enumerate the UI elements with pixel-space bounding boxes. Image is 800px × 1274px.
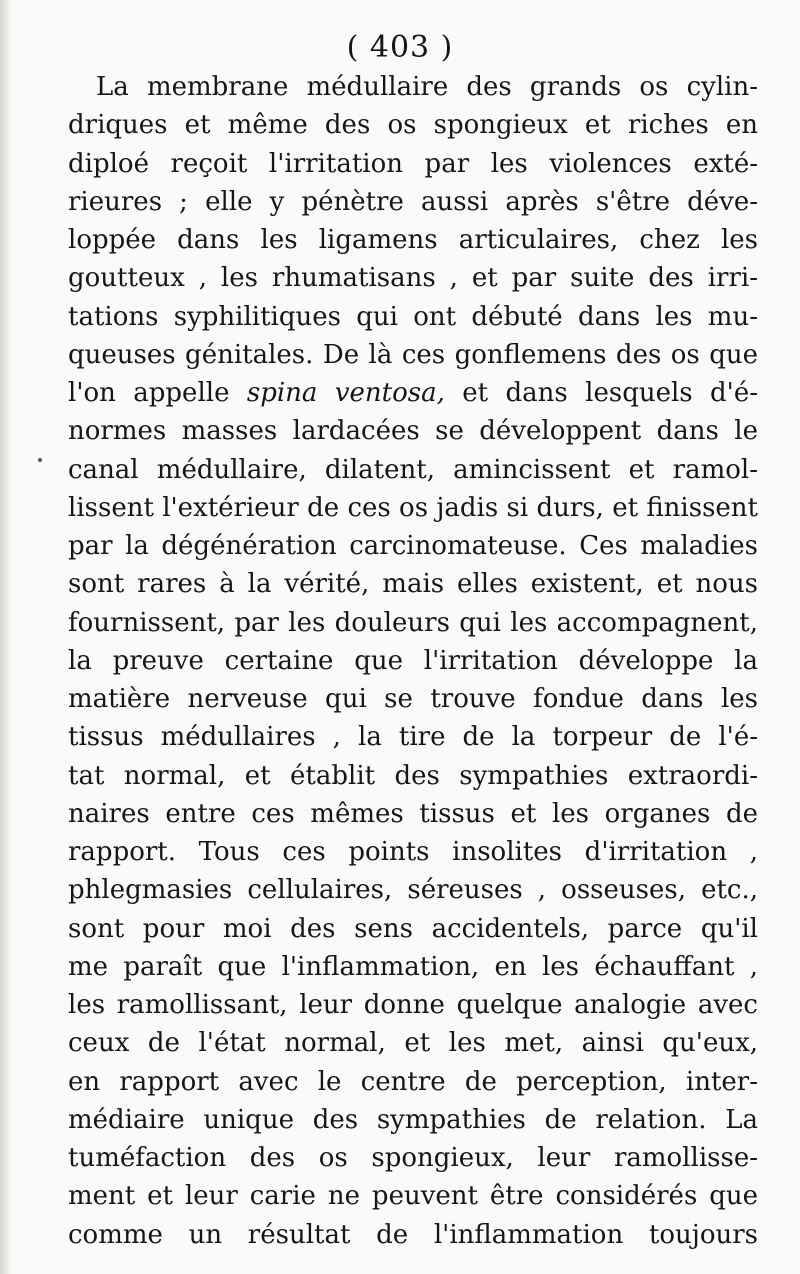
text-line-5: loppée dans les ligamens articulaires, chez les	[68, 225, 758, 255]
text-line-1: La membrane médullaire des grands os cylin-	[96, 72, 758, 102]
text-line-18: tissus médullaires , la tire de la torpeur de l'é-	[68, 722, 758, 753]
text-line-25: les ramollissant, leur donne quelque analogie avec	[68, 990, 758, 1020]
text-line-23: sont pour moi des sens accidentels, parce qu'il	[68, 913, 758, 944]
text-line-13: par la dégénération carcinomateuse. Ces maladies	[68, 531, 758, 561]
text-line-17: matière nerveuse qui se trouve fondue dans les	[68, 684, 758, 714]
text-line-24: me paraît que l'inflammation, en les échauffant ,	[68, 951, 758, 982]
text-line-10: normes masses lardacées se développent dans le	[68, 416, 758, 447]
text-line-31: comme un résultat de l'inflammation toujours	[68, 1219, 758, 1250]
text-line-14: sont rares à la vérité, mais elles existent, et nous	[68, 569, 758, 600]
text-line-19: tat normal, et établit des sympathies extraordi-	[68, 760, 758, 791]
text-line-28: médiaire unique des sympathies de relation. La	[68, 1104, 758, 1135]
text-line-22: phlegmasies cellulaires, séreuses , osseuses, etc.,	[68, 875, 758, 906]
text-line-15: fournissent, par les douleurs qui les accompagnent,	[68, 607, 758, 638]
margin-mark	[38, 458, 42, 462]
text-line-12: lissent l'extérieur de ces os jadis si durs, et finissent	[68, 492, 758, 523]
text-line-9-start: l'on appelle	[68, 378, 247, 408]
page-gutter-shadow	[0, 0, 12, 1274]
text-line-9-end: et dans lesquels d'é-	[444, 378, 758, 408]
text-line-3: diploé reçoit l'irritation par les violences exté-	[68, 148, 758, 179]
text-line-8: queuses génitales. De là ces gonflemens des os que	[68, 339, 758, 370]
text-line-20: naires entre ces mêmes tissus et les organes de	[68, 798, 758, 829]
text-line-11: canal médullaire, dilatent, amincissent et ramol-	[68, 454, 758, 485]
text-line-2: driques et même des os spongieux et riches en	[68, 110, 758, 141]
text-line-26: ceux de l'état normal, et les met, ainsi qu'eux,	[68, 1028, 758, 1059]
text-line-6: goutteux , les rhumatisans , et par suite des irri-	[68, 263, 758, 294]
text-line-21: rapport. Tous ces points insolites d'irritation ,	[68, 837, 758, 867]
text-line-7: tations syphilitiques qui ont débuté dans les mu-	[68, 301, 758, 332]
page-number: ( 403 )	[346, 30, 454, 65]
text-line-29: tuméfaction des os spongieux, leur ramollisse-	[68, 1143, 758, 1173]
text-line-9	[68, 374, 758, 412]
italic-term: spina ventosa,	[246, 378, 445, 408]
text-line-4: rieures ; elle y pénètre aussi après s'être déve-	[68, 186, 758, 217]
body-text	[68, 68, 758, 1254]
text-line-30: ment et leur carie ne peuvent être considérés que	[68, 1181, 758, 1212]
text-line-27: en rapport avec le centre de perception, inter-	[68, 1066, 758, 1097]
text-line-16: la preuve certaine que l'irritation développe la	[68, 645, 758, 676]
